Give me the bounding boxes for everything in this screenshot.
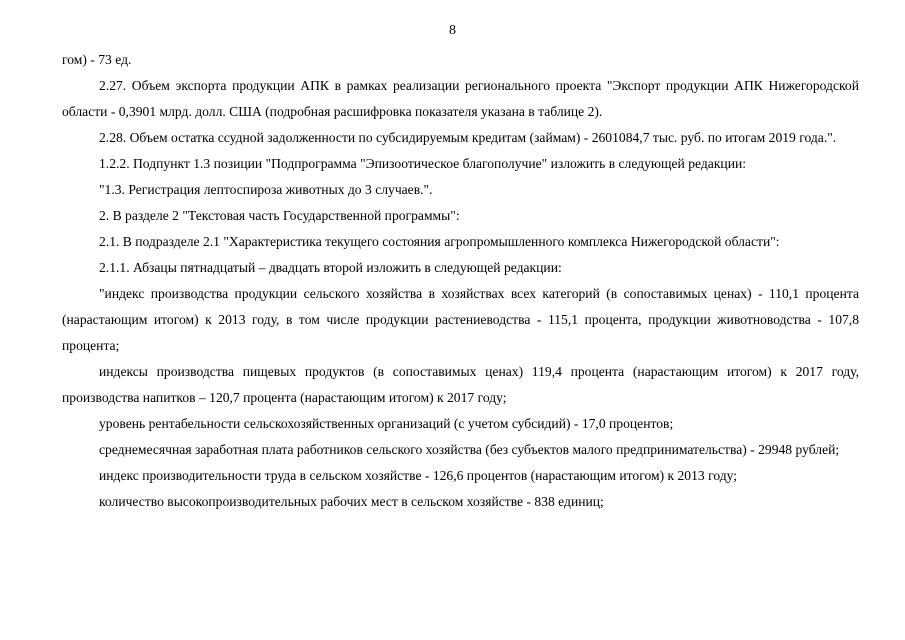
paragraph-1-3-leptospirosis: "1.3. Регистрация лептоспироза животных до 3 случаев.". [99,182,433,197]
paragraph-1-2-2-subclause: 1.2.2. Подпункт 1.3 позиции "Подпрограмма "Эпизоотическое благополучие" изложить в следующей редакции: [99,156,747,171]
paragraph-agri-production-index: "индекс производства продукции сельского хозяйства в хозяйствах всех категорий (в сопоставимых ценах) - 110,1 процента (нарастающим итогом) к 2013 году, в том числе продукции растениеводства - 115,1 процента, продукции животноводства - 107,8 процента; [62,286,859,353]
paragraph-food-production-index: индексы производства пищевых продуктов (в сопоставимых ценах) 119,4 процента (нарастающим итогом) к 2017 году, производства напитков – 120,7 процента (нарастающим итогом) к 2017 году; [62,364,859,405]
paragraph-profitability: уровень рентабельности сельскохозяйственных организаций (с учетом субсидий) - 17,0 процентов; [99,416,674,431]
page-number: 8 [449,23,456,38]
paragraph-2-1-1-amendments: 2.1.1. Абзацы пятнадцатый – двадцать второй изложить в следующей редакции: [99,260,562,275]
paragraph-average-salary: среднемесячная заработная плата работников сельского хозяйства (без субъектов малого предпринимательства) - 29948 рублей; [99,442,840,457]
paragraph-section-2: 2. В разделе 2 "Текстовая часть Государственной программы": [99,208,460,223]
document-body [62,47,859,515]
paragraph-labor-productivity: индекс производительности труда в сельском хозяйстве - 126,6 процентов (нарастающим итогом) к 2013 году; [99,468,738,483]
paragraph-high-performance-jobs: количество высокопроизводительных рабочих мест в сельском хозяйстве - 838 единиц; [99,494,604,509]
paragraph-subsection-2-1: 2.1. В подразделе 2.1 "Характеристика текущего состояния агропромышленного комплекса Нижегородской области": [99,234,780,249]
paragraph-2-27-export: 2.27. Объем экспорта продукции АПК в рамках реализации регионального проекта "Экспорт продукции АПК Нижегородской области - 0,3901 млрд. долл. США (подробная расшифровка показателя указана в таблице 2). [62,78,859,119]
paragraph-continuation: гом) - 73 ед. [62,52,132,67]
paragraph-2-28-loan-debt: 2.28. Объем остатка ссудной задолженности по субсидируемым кредитам (займам) - 2601084,7 тыс. руб. по итогам 2019 года.". [99,130,837,145]
